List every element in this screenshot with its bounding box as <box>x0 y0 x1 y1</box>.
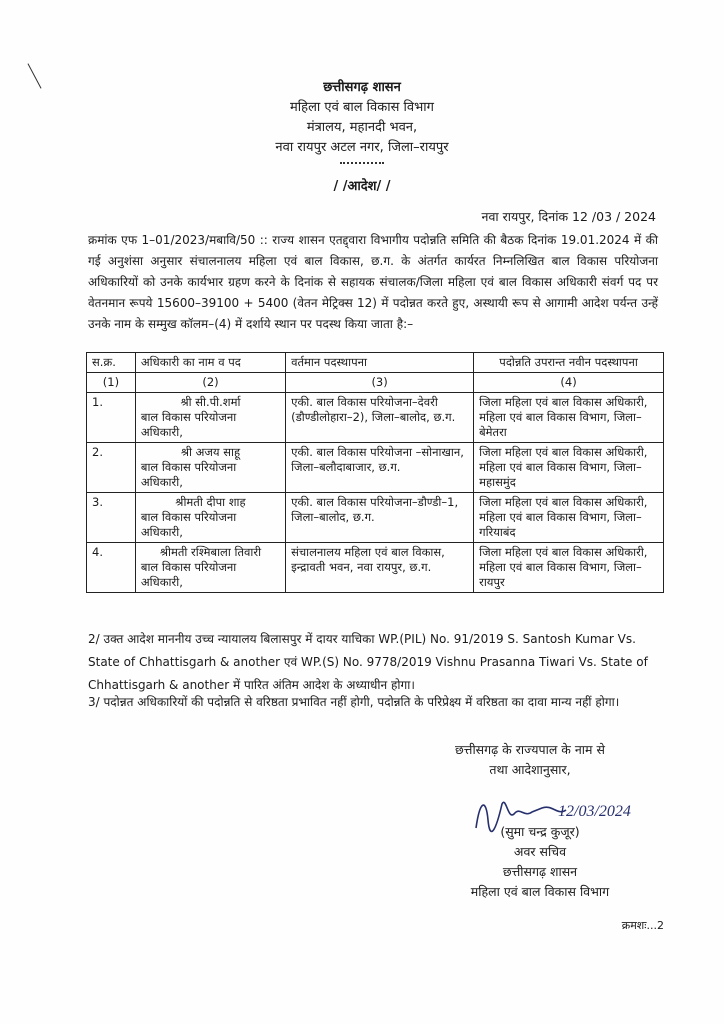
officer-name: श्री सी.पी.शर्मा <box>180 395 241 409</box>
header-current: वर्तमान पदस्थापना <box>286 353 474 373</box>
row-new-posting: जिला महिला एवं बाल विकास अधिकारी, महिला एवं बाल विकास विभाग, जिला–बेमेतरा <box>474 393 664 443</box>
govt-name: छत्तीसगढ़ शासन <box>323 80 401 95</box>
officer-post: बाल विकास परियोजना अधिकारी, <box>140 410 237 439</box>
order-paragraph-1: क्रमांक एफ 1–01/2023/मबावि/50 :: राज्य शासन एतद्द्वारा विभागीय पदोन्नति समिति की बैठक दिनांक 19.01.2024 में की गई अनुशंसा अनुसार संचालनालय महिला एवं बाल विकास, छ.ग. के अंतर्गत कार्यरत निम्नलिखित बाल विकास परियोजना अधिकारियों को उनके कार्यभार ग्रहण करने के दिनांक से सहायक संचालक/जिला महिला एवं बाल विकास अधिकारी संवर्ग पद पर वेतनमान रूपये 15600–39100 + 5400 (वेतन मेट्रिक्स 12) में पदोन्नत करते हुए, अस्थायी रूप से आगामी आदेश पर्यन्त उन्हें उनके नाम के सम्मुख कॉलम–(4) में दर्शाये स्थान पर पदस्थ किया जाता है:– <box>88 233 658 331</box>
row-new-posting: जिला महिला एवं बाल विकास अधिकारी, महिला एवं बाल विकास विभाग, जिला–महासमुंद <box>474 443 664 493</box>
signatory-block <box>420 800 660 902</box>
colnum-3: (3) <box>286 373 474 393</box>
signatory-name: (सुमा चन्द्र कुजूर) <box>500 824 580 839</box>
order-title: / /आदेश/ / <box>333 179 391 194</box>
officer-post: बाल विकास परियोजना अधिकारी, <box>140 510 237 539</box>
table-header-row <box>87 353 664 373</box>
table-row <box>87 543 664 593</box>
table-colnum-row <box>87 373 664 393</box>
row-officer <box>135 493 285 543</box>
table-row <box>87 493 664 543</box>
signatory-dept: महिला एवं बाल विकास विभाग <box>470 884 610 899</box>
signatory-designation: अवर सचिव <box>513 844 567 859</box>
officer-name: श्रीमती रश्मिबाला तिवारी <box>159 545 262 559</box>
row-new-posting: जिला महिला एवं बाल विकास अधिकारी, महिला एवं बाल विकास विभाग, जिला–गरियाबंद <box>474 493 664 543</box>
header-name: अधिकारी का नाम व पद <box>135 353 285 373</box>
row-current-posting: एकी. बाल विकास परियोजना–देवरी (डौण्डीलोहारा–2), जिला–बालोद, छ.ग. <box>286 393 474 443</box>
header-new: पदोन्नति उपरान्त नवीन पदस्थापना <box>474 353 664 373</box>
officer-post: बाल विकास परियोजना अधिकारी, <box>140 460 237 489</box>
colnum-2: (2) <box>135 373 285 393</box>
letterhead <box>0 78 724 164</box>
order-paragraph-2: 2/ उक्त आदेश माननीय उच्च न्यायालय बिलासपुर में दायर याचिका WP.(PIL) No. 91/2019 S. Santosh Kumar Vs. State of Chhattisgarh & another एवं WP.(S) No. 9778/2019 Vishnu Prasanna Tiwari Vs. State of Chhattisgarh & another में पारित अंतिम आदेश के अध्याधीन होगा। <box>88 632 648 692</box>
officer-name: श्रीमती दीपा शाह <box>175 495 246 509</box>
colnum-4: (4) <box>474 373 664 393</box>
table-row <box>87 443 664 493</box>
row-sno: 2. <box>87 443 136 493</box>
authority-line-1: छत्तीसगढ़ के राज्यपाल के नाम से <box>455 742 605 757</box>
row-officer <box>135 393 285 443</box>
row-sno: 1. <box>87 393 136 443</box>
row-current-posting: एकी. बाल विकास परियोजना–डौण्डी–1, जिला–बालोद, छ.ग. <box>286 493 474 543</box>
handwritten-date: 12/03/2024 <box>558 803 631 820</box>
address-line-2: नवा रायपुर अटल नगर, जिला–रायपुर <box>275 140 449 155</box>
row-current-posting: संचालनालय महिला एवं बाल विकास, इन्द्रावती भवन, नवा रायपुर, छ.ग. <box>286 543 474 593</box>
colnum-1: (1) <box>87 373 136 393</box>
address-line-1: मंत्रालय, महानदी भवन, <box>306 120 418 135</box>
continuation-note: क्रमशः...2 <box>621 919 664 932</box>
promotion-table <box>86 352 664 593</box>
row-officer <box>135 443 285 493</box>
authority-line-2: तथा आदेशानुसार, <box>489 762 571 777</box>
date-line: नवा रायपुर, दिनांक 12 /03 / 2024 <box>481 209 656 224</box>
row-sno: 3. <box>87 493 136 543</box>
authority-line <box>400 740 660 780</box>
header-underline <box>340 158 384 164</box>
signatory-govt: छत्तीसगढ़ शासन <box>502 864 578 879</box>
header-sno: स.क्र. <box>87 353 136 373</box>
table-row <box>87 393 664 443</box>
row-current-posting: एकी. बाल विकास परियोजना –सोनाखान, जिला–बलौदाबाजार, छ.ग. <box>286 443 474 493</box>
row-officer <box>135 543 285 593</box>
officer-post: बाल विकास परियोजना अधिकारी, <box>140 560 237 589</box>
order-paragraph-3: 3/ पदोन्नत अधिकारियों की पदोन्नति से वरिष्ठता प्रभावित नहीं होगी, पदोन्नति के परिप्रेक्ष्य में वरिष्ठता का दावा मान्य नहीं होगा। <box>88 695 620 709</box>
row-new-posting: जिला महिला एवं बाल विकास अधिकारी, महिला एवं बाल विकास विभाग, जिला–रायपुर <box>474 543 664 593</box>
officer-name: श्री अजय साहू <box>180 445 241 459</box>
row-sno: 4. <box>87 543 136 593</box>
dept-name: महिला एवं बाल विकास विभाग <box>290 100 434 115</box>
